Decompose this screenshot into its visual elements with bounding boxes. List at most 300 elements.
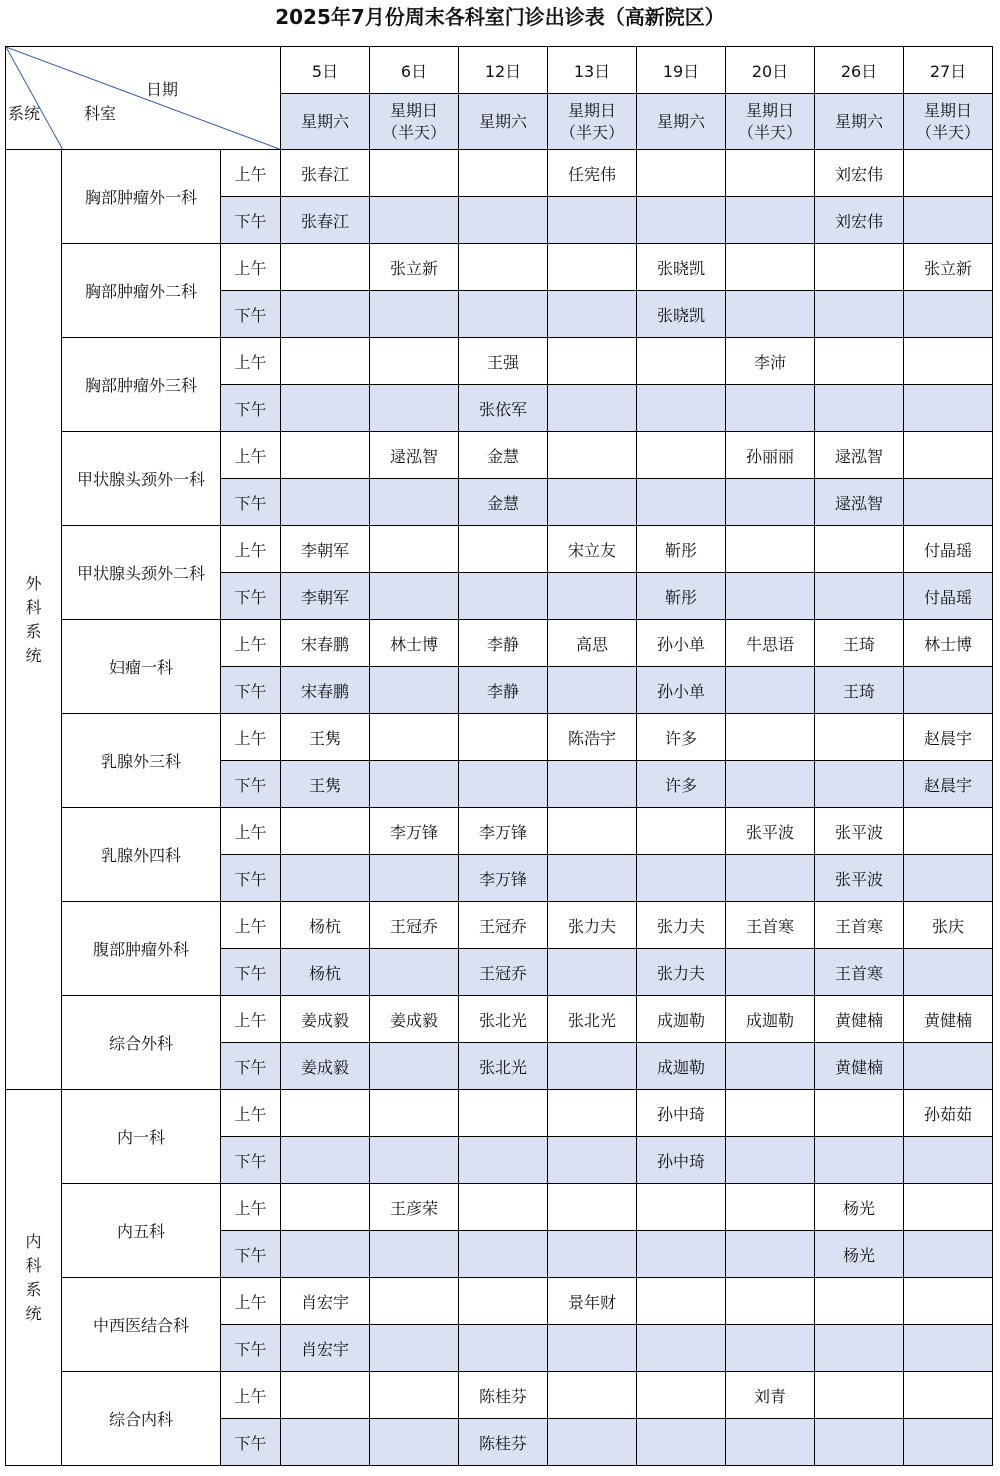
doctor-cell <box>548 479 637 526</box>
doctor-cell <box>370 291 459 338</box>
doctor-cell <box>726 667 815 714</box>
doctor-cell <box>281 1419 370 1466</box>
doctor-cell <box>815 714 904 761</box>
doctor-cell: 李万锋 <box>370 808 459 855</box>
doctor-cell <box>815 291 904 338</box>
doctor-cell: 张力夫 <box>548 902 637 949</box>
doctor-cell <box>637 1184 726 1231</box>
doctor-cell: 王隽 <box>281 714 370 761</box>
doctor-cell <box>370 1043 459 1090</box>
doctor-cell <box>815 761 904 808</box>
schedule-row <box>6 996 993 1043</box>
slot-label: 上午 <box>221 1372 281 1419</box>
weekday-name: 星期六 <box>478 111 527 131</box>
slot-label: 上午 <box>221 1278 281 1325</box>
doctor-cell <box>370 385 459 432</box>
doctor-cell: 孙小单 <box>637 620 726 667</box>
doctor-cell: 李万锋 <box>459 808 548 855</box>
doctor-cell: 杨杭 <box>281 949 370 996</box>
doctor-cell <box>281 244 370 291</box>
doctor-cell: 牛思语 <box>726 620 815 667</box>
doctor-cell: 姜成毅 <box>281 1043 370 1090</box>
doctor-cell: 王冠乔 <box>459 902 548 949</box>
doctor-cell <box>370 526 459 573</box>
doctor-cell <box>370 855 459 902</box>
doctor-cell <box>459 1090 548 1137</box>
department-name: 中西医结合科 <box>62 1278 221 1372</box>
doctor-cell <box>281 1184 370 1231</box>
doctor-cell: 许多 <box>637 714 726 761</box>
doctor-cell <box>370 761 459 808</box>
doctor-cell <box>459 1184 548 1231</box>
doctor-cell <box>459 150 548 197</box>
doctor-cell: 王首寒 <box>726 902 815 949</box>
doctor-cell <box>370 1278 459 1325</box>
doctor-cell: 成迦勒 <box>637 1043 726 1090</box>
doctor-cell <box>281 1231 370 1278</box>
doctor-cell <box>726 1419 815 1466</box>
schedule-row <box>6 526 993 573</box>
corner-system-label: 系统 <box>8 104 41 123</box>
corner-diagonal-2 <box>6 47 63 150</box>
doctor-cell <box>281 432 370 479</box>
weekday-note: （半天） <box>737 122 802 142</box>
doctor-cell <box>548 1184 637 1231</box>
corner-dept-label: 科室 <box>84 104 117 123</box>
doctor-cell: 张平波 <box>726 808 815 855</box>
doctor-cell: 林士博 <box>370 620 459 667</box>
doctor-cell: 张立新 <box>370 244 459 291</box>
doctor-cell <box>548 1325 637 1372</box>
doctor-cell <box>904 432 993 479</box>
schedule-row <box>6 1372 993 1419</box>
doctor-cell <box>637 1231 726 1278</box>
doctor-cell: 宋春鹏 <box>281 667 370 714</box>
weekday-note: （半天） <box>915 122 980 142</box>
slot-label: 下午 <box>221 197 281 244</box>
doctor-cell <box>637 1372 726 1419</box>
doctor-cell <box>281 1090 370 1137</box>
department-name: 甲状腺头颈外二科 <box>62 526 221 620</box>
department-name: 胸部肿瘤外三科 <box>62 338 221 432</box>
doctor-cell <box>548 667 637 714</box>
doctor-cell: 王隽 <box>281 761 370 808</box>
department-name: 内五科 <box>62 1184 221 1278</box>
doctor-cell: 靳彤 <box>637 573 726 620</box>
weekday-cell <box>370 94 459 150</box>
slot-label: 上午 <box>221 432 281 479</box>
schedule-row <box>6 338 993 385</box>
doctor-cell <box>904 197 993 244</box>
slot-label: 上午 <box>221 902 281 949</box>
doctor-cell <box>815 573 904 620</box>
doctor-cell: 张晓凯 <box>637 244 726 291</box>
slot-label: 上午 <box>221 526 281 573</box>
doctor-cell <box>548 338 637 385</box>
doctor-cell <box>548 291 637 338</box>
slot-label: 下午 <box>221 855 281 902</box>
doctor-cell <box>726 1231 815 1278</box>
doctor-cell <box>904 808 993 855</box>
corner-diagonal-1 <box>6 47 281 150</box>
system-name: 内科系统 <box>25 1231 42 1323</box>
doctor-cell <box>815 526 904 573</box>
doctor-cell: 成迦勒 <box>726 996 815 1043</box>
doctor-cell: 逯泓智 <box>370 432 459 479</box>
doctor-cell <box>904 1325 993 1372</box>
doctor-cell <box>904 385 993 432</box>
doctor-cell <box>726 244 815 291</box>
weekday-cell <box>815 94 904 150</box>
slot-label: 上午 <box>221 714 281 761</box>
doctor-cell <box>370 1372 459 1419</box>
doctor-cell: 肖宏宇 <box>281 1278 370 1325</box>
doctor-cell: 张平波 <box>815 808 904 855</box>
department-name: 综合内科 <box>62 1372 221 1466</box>
doctor-cell: 杨光 <box>815 1184 904 1231</box>
slot-label: 下午 <box>221 761 281 808</box>
doctor-cell: 张力夫 <box>637 949 726 996</box>
doctor-cell: 刘宏伟 <box>815 150 904 197</box>
doctor-cell <box>904 1419 993 1466</box>
doctor-cell <box>370 150 459 197</box>
doctor-cell <box>815 1090 904 1137</box>
doctor-cell: 张北光 <box>459 996 548 1043</box>
doctor-cell: 孙中琦 <box>637 1137 726 1184</box>
header-date-row <box>6 47 993 94</box>
doctor-cell <box>815 1419 904 1466</box>
schedule-row <box>6 150 993 197</box>
weekday-name: 星期日 <box>567 100 616 120</box>
doctor-cell <box>726 573 815 620</box>
doctor-cell <box>370 338 459 385</box>
doctor-cell: 王冠乔 <box>370 902 459 949</box>
doctor-cell: 逯泓智 <box>815 432 904 479</box>
system-cell <box>6 1090 62 1466</box>
doctor-cell: 黄健楠 <box>815 996 904 1043</box>
doctor-cell <box>548 385 637 432</box>
doctor-cell <box>459 244 548 291</box>
slot-label: 下午 <box>221 1419 281 1466</box>
doctor-cell <box>548 761 637 808</box>
doctor-cell <box>370 949 459 996</box>
doctor-cell: 李静 <box>459 667 548 714</box>
schedule-row <box>6 902 993 949</box>
doctor-cell <box>726 385 815 432</box>
doctor-cell <box>370 714 459 761</box>
doctor-cell <box>726 150 815 197</box>
doctor-cell: 王首寒 <box>815 902 904 949</box>
doctor-cell: 张依军 <box>459 385 548 432</box>
doctor-cell <box>281 291 370 338</box>
doctor-cell <box>904 1278 993 1325</box>
weekday-cell <box>637 94 726 150</box>
doctor-cell <box>459 526 548 573</box>
system-name: 外科系统 <box>25 573 42 665</box>
doctor-cell <box>904 1137 993 1184</box>
doctor-cell: 李静 <box>459 620 548 667</box>
slot-label: 下午 <box>221 573 281 620</box>
doctor-cell <box>815 385 904 432</box>
doctor-cell: 逯泓智 <box>815 479 904 526</box>
doctor-cell: 黄健楠 <box>904 996 993 1043</box>
doctor-cell <box>904 479 993 526</box>
corner-header <box>6 47 281 150</box>
doctor-cell <box>459 1231 548 1278</box>
doctor-cell <box>637 855 726 902</box>
doctor-cell: 王彦荣 <box>370 1184 459 1231</box>
weekday-cell <box>904 94 993 150</box>
doctor-cell: 张北光 <box>548 996 637 1043</box>
schedule-row <box>6 432 993 479</box>
doctor-cell: 付晶瑶 <box>904 573 993 620</box>
doctor-cell: 王冠乔 <box>459 949 548 996</box>
doctor-cell: 张立新 <box>904 244 993 291</box>
doctor-cell <box>726 949 815 996</box>
doctor-cell <box>726 1325 815 1372</box>
doctor-cell: 金慧 <box>459 432 548 479</box>
slot-label: 上午 <box>221 808 281 855</box>
doctor-cell <box>726 855 815 902</box>
doctor-cell: 孙小单 <box>637 667 726 714</box>
doctor-cell <box>370 479 459 526</box>
doctor-cell <box>815 338 904 385</box>
department-name: 腹部肿瘤外科 <box>62 902 221 996</box>
doctor-cell: 王琦 <box>815 667 904 714</box>
doctor-cell <box>904 949 993 996</box>
doctor-cell: 金慧 <box>459 479 548 526</box>
doctor-cell <box>548 855 637 902</box>
doctor-cell: 陈浩宇 <box>548 714 637 761</box>
slot-label: 上午 <box>221 1090 281 1137</box>
doctor-cell <box>815 1372 904 1419</box>
doctor-cell <box>370 667 459 714</box>
doctor-cell <box>548 244 637 291</box>
doctor-cell <box>637 1419 726 1466</box>
doctor-cell: 王琦 <box>815 620 904 667</box>
doctor-cell <box>370 1090 459 1137</box>
doctor-cell <box>281 338 370 385</box>
slot-label: 下午 <box>221 479 281 526</box>
doctor-cell <box>370 573 459 620</box>
weekday-cell <box>548 94 637 150</box>
weekday-note: （半天） <box>559 122 624 142</box>
doctor-cell <box>637 432 726 479</box>
doctor-cell: 高思 <box>548 620 637 667</box>
doctor-cell <box>370 1325 459 1372</box>
slot-label: 上午 <box>221 338 281 385</box>
doctor-cell: 肖宏宇 <box>281 1325 370 1372</box>
doctor-cell <box>370 1419 459 1466</box>
doctor-cell <box>459 197 548 244</box>
doctor-cell: 陈桂芬 <box>459 1372 548 1419</box>
doctor-cell <box>370 197 459 244</box>
doctor-cell <box>637 197 726 244</box>
weekday-cell <box>281 94 370 150</box>
date-cell: 20日 <box>726 47 815 94</box>
doctor-cell <box>904 667 993 714</box>
doctor-cell: 孙茹茹 <box>904 1090 993 1137</box>
doctor-cell <box>726 1278 815 1325</box>
doctor-cell <box>904 1184 993 1231</box>
schedule-row <box>6 714 993 761</box>
weekday-cell <box>726 94 815 150</box>
doctor-cell <box>904 291 993 338</box>
slot-label: 下午 <box>221 291 281 338</box>
doctor-cell <box>637 1278 726 1325</box>
schedule-row <box>6 1184 993 1231</box>
doctor-cell <box>637 808 726 855</box>
slot-label: 上午 <box>221 996 281 1043</box>
weekday-name: 星期日 <box>745 100 794 120</box>
slot-label: 下午 <box>221 667 281 714</box>
doctor-cell <box>548 1372 637 1419</box>
doctor-cell <box>726 714 815 761</box>
doctor-cell <box>726 291 815 338</box>
slot-label: 上午 <box>221 1184 281 1231</box>
schedule-row <box>6 808 993 855</box>
schedule-row <box>6 620 993 667</box>
doctor-cell: 杨杭 <box>281 902 370 949</box>
slot-label: 下午 <box>221 1137 281 1184</box>
slot-label: 上午 <box>221 244 281 291</box>
doctor-cell: 宋春鹏 <box>281 620 370 667</box>
department-name: 胸部肿瘤外二科 <box>62 244 221 338</box>
weekday-name: 星期六 <box>300 111 349 131</box>
doctor-cell: 陈桂芬 <box>459 1419 548 1466</box>
doctor-cell <box>281 808 370 855</box>
doctor-cell: 张平波 <box>815 855 904 902</box>
schedule-row <box>6 1090 993 1137</box>
doctor-cell: 张北光 <box>459 1043 548 1090</box>
doctor-cell <box>904 855 993 902</box>
doctor-cell: 刘宏伟 <box>815 197 904 244</box>
doctor-cell <box>904 1043 993 1090</box>
doctor-cell <box>726 1137 815 1184</box>
doctor-cell <box>726 197 815 244</box>
doctor-cell <box>459 761 548 808</box>
doctor-cell <box>281 1372 370 1419</box>
doctor-cell: 张庆 <box>904 902 993 949</box>
doctor-cell: 张力夫 <box>637 902 726 949</box>
weekday-name: 星期六 <box>834 111 883 131</box>
doctor-cell: 张春江 <box>281 197 370 244</box>
schedule-row <box>6 244 993 291</box>
doctor-cell <box>548 1137 637 1184</box>
date-cell: 12日 <box>459 47 548 94</box>
doctor-cell <box>548 573 637 620</box>
doctor-cell <box>459 291 548 338</box>
doctor-cell <box>281 385 370 432</box>
doctor-cell <box>637 338 726 385</box>
department-name: 内一科 <box>62 1090 221 1184</box>
doctor-cell <box>281 479 370 526</box>
department-name: 胸部肿瘤外一科 <box>62 150 221 244</box>
doctor-cell: 黄健楠 <box>815 1043 904 1090</box>
slot-label: 上午 <box>221 150 281 197</box>
date-cell: 13日 <box>548 47 637 94</box>
date-cell: 19日 <box>637 47 726 94</box>
doctor-cell: 宋立友 <box>548 526 637 573</box>
doctor-cell <box>726 479 815 526</box>
doctor-cell <box>281 1137 370 1184</box>
doctor-cell <box>548 1043 637 1090</box>
date-cell: 27日 <box>904 47 993 94</box>
doctor-cell: 王首寒 <box>815 949 904 996</box>
doctor-cell <box>281 855 370 902</box>
doctor-cell: 刘青 <box>726 1372 815 1419</box>
doctor-cell: 李朝军 <box>281 573 370 620</box>
doctor-cell <box>637 479 726 526</box>
doctor-cell <box>548 949 637 996</box>
weekday-name: 星期六 <box>656 111 705 131</box>
doctor-cell: 李朝军 <box>281 526 370 573</box>
system-cell <box>6 150 62 1090</box>
doctor-cell <box>548 197 637 244</box>
schedule-row <box>6 1278 993 1325</box>
weekday-name: 星期日 <box>389 100 438 120</box>
doctor-cell: 任宪伟 <box>548 150 637 197</box>
date-cell: 6日 <box>370 47 459 94</box>
doctor-cell: 张春江 <box>281 150 370 197</box>
doctor-cell <box>637 1325 726 1372</box>
doctor-cell: 杨光 <box>815 1231 904 1278</box>
doctor-cell: 付晶瑶 <box>904 526 993 573</box>
doctor-cell <box>904 1231 993 1278</box>
doctor-cell <box>459 1325 548 1372</box>
doctor-cell: 许多 <box>637 761 726 808</box>
doctor-cell <box>548 1419 637 1466</box>
doctor-cell <box>726 1043 815 1090</box>
doctor-cell <box>637 385 726 432</box>
doctor-cell <box>815 244 904 291</box>
corner-date-label: 日期 <box>146 80 179 99</box>
doctor-cell: 景年财 <box>548 1278 637 1325</box>
weekday-cell <box>459 94 548 150</box>
department-name: 妇瘤一科 <box>62 620 221 714</box>
slot-label: 下午 <box>221 1043 281 1090</box>
doctor-cell <box>548 1231 637 1278</box>
department-name: 乳腺外四科 <box>62 808 221 902</box>
doctor-cell: 孙中琦 <box>637 1090 726 1137</box>
doctor-cell <box>904 338 993 385</box>
doctor-cell <box>548 808 637 855</box>
slot-label: 下午 <box>221 949 281 996</box>
doctor-cell <box>726 526 815 573</box>
slot-label: 下午 <box>221 1231 281 1278</box>
schedule-table <box>5 46 993 1466</box>
doctor-cell <box>726 1090 815 1137</box>
doctor-cell <box>548 1090 637 1137</box>
doctor-cell <box>726 761 815 808</box>
doctor-cell <box>815 1278 904 1325</box>
department-name: 甲状腺头颈外一科 <box>62 432 221 526</box>
slot-label: 下午 <box>221 385 281 432</box>
doctor-cell <box>815 1137 904 1184</box>
department-name: 综合外科 <box>62 996 221 1090</box>
doctor-cell: 成迦勒 <box>637 996 726 1043</box>
doctor-cell <box>370 1137 459 1184</box>
doctor-cell: 姜成毅 <box>281 996 370 1043</box>
doctor-cell <box>637 150 726 197</box>
page-title: 2025年7月份周末各科室门诊出诊表（高新院区） <box>275 5 725 29</box>
weekday-name: 星期日 <box>923 100 972 120</box>
doctor-cell <box>459 573 548 620</box>
doctor-cell: 赵晨宇 <box>904 761 993 808</box>
doctor-cell: 孙丽丽 <box>726 432 815 479</box>
slot-label: 上午 <box>221 620 281 667</box>
doctor-cell: 王强 <box>459 338 548 385</box>
